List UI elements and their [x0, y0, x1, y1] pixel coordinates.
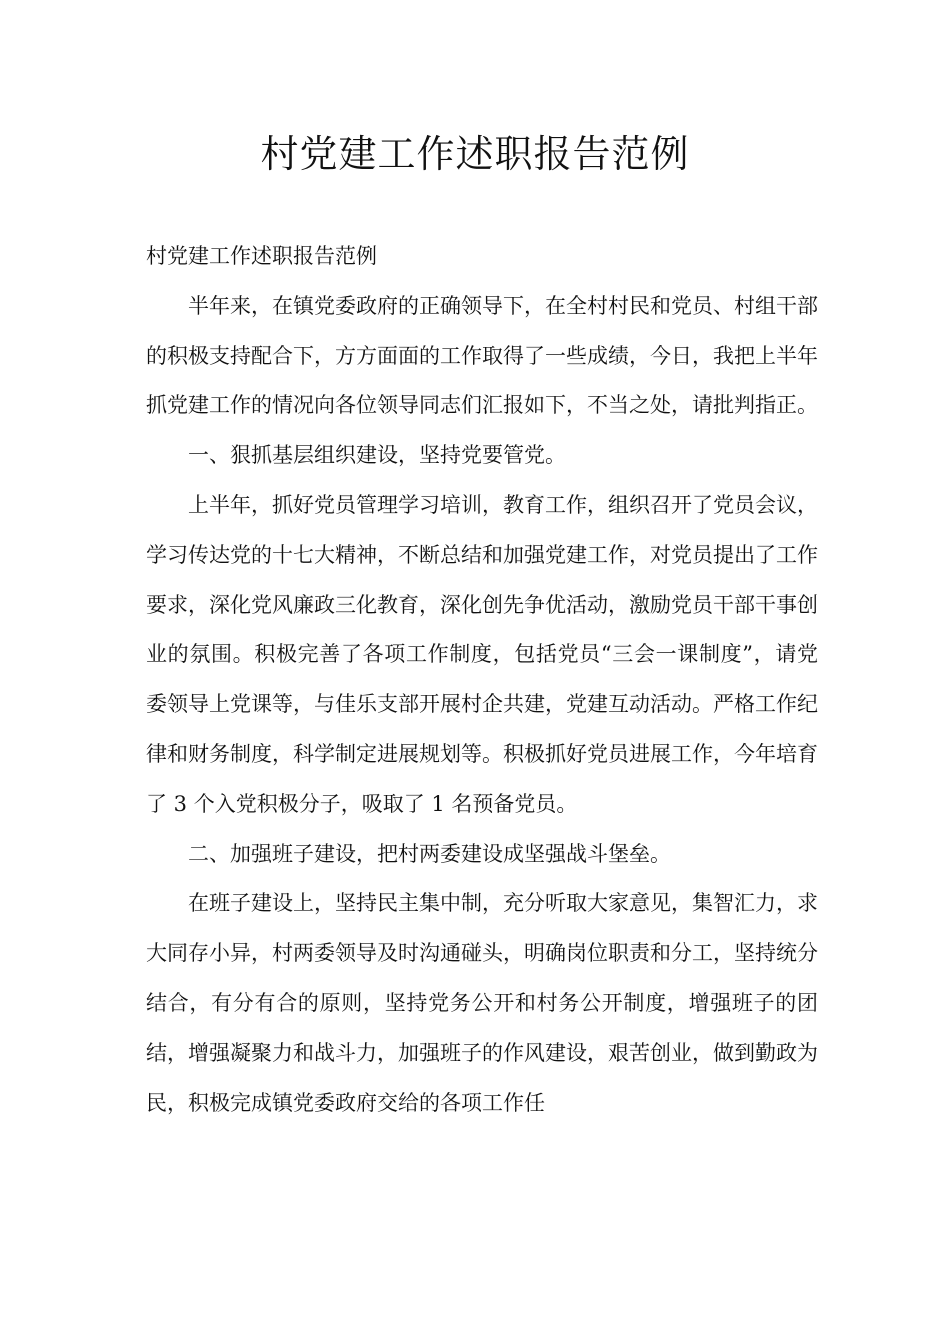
- paragraph-subtitle: 村党建工作述职报告范例: [146, 244, 377, 268]
- document-body: [146, 232, 818, 1128]
- document-title: 村党建工作述职报告范例: [260, 132, 690, 176]
- paragraph-section-2: 在班子建设上，坚持民主集中制，充分听取大家意见，集智汇力，求大同存小异，村两委领导及时沟通碰头，明确岗位职责和分工，坚持统分结合，有分有合的原则，坚持党务公开和村务公开制度，增强班子的团结，增强凝聚力和战斗力，加强班子的作风建设，艰苦创业，做到勤政为民，积极完成镇党委政府交给的各项工作任: [146, 891, 818, 1115]
- paragraph-section-1: 上半年，抓好党员管理学习培训，教育工作，组织召开了党员会议，学习传达党的十七大精神，不断总结和加强党建工作，对党员提出了工作要求，深化党风廉政三化教育，深化创先争优活动，激励党员干部干事创业的氛围。积极完善了各项工作制度，包括党员“三会一课制度”，请党委领导上党课等，与佳乐支部开展村企共建，党建互动活动。严格工作纪律和财务制度，科学制定进展规划等。积极抓好党员进展工作，今年培育了 3 个入党积极分子，吸取了 1 名预备党员。: [146, 492, 818, 816]
- paragraph-intro: 半年来，在镇党委政府的正确领导下，在全村村民和党员、村组干部的积极支持配合下，方方面面的工作取得了一些成绩，今日，我把上半年抓党建工作的情况向各位领导同志们汇报如下，不当之处，请批判指正。: [146, 293, 818, 418]
- section-heading-1: 一、狠抓基层组织建设，坚持党要管党。: [188, 443, 566, 468]
- section-heading-2: 二、加强班子建设，把村两委建设成坚强战斗堡垒。: [188, 841, 671, 866]
